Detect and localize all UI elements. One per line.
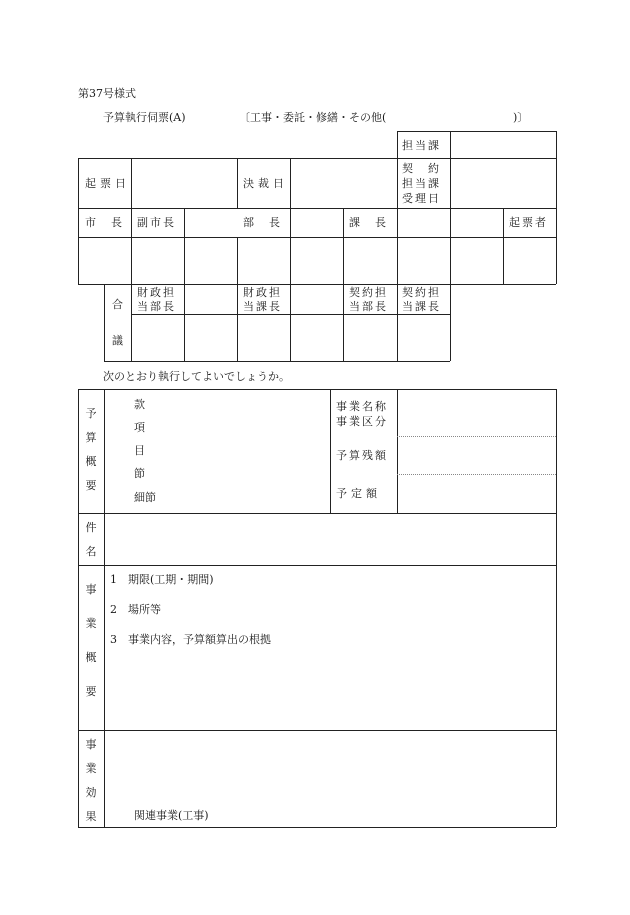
consult-label-1: 合 xyxy=(112,298,123,311)
tantou-ka-label: 担当課 xyxy=(402,139,441,152)
budget-label: 予 算 概 要 xyxy=(85,407,97,492)
zaisei-bu-1: 財政担 xyxy=(137,286,176,299)
kessai-bi-label: 決裁日 xyxy=(243,177,288,190)
keiyaku-label-1: 契 約 xyxy=(402,162,441,175)
kenmei-label: 件 名 xyxy=(85,521,97,558)
question-text: 次のとおり執行してよいでしょうか。 xyxy=(103,370,290,383)
kihyou-bi-label: 起票日 xyxy=(85,177,130,190)
jigyou-kubun-label: 事業区分 xyxy=(336,415,388,428)
overview-item-1: 1 期限(工期・期間) xyxy=(110,573,214,586)
zaisei-ka-1: 財政担 xyxy=(243,286,282,299)
approval-fuku-shichou: 副市長 xyxy=(137,216,176,229)
keiyaku-bu-2: 当部長 xyxy=(349,300,388,313)
form-title: 予算執行伺票(A) xyxy=(103,111,186,124)
budget-saisetsu: 細節 xyxy=(134,491,156,504)
yotei-gaku-label: 予定額 xyxy=(336,487,381,500)
effect-label: 事 業 効 果 xyxy=(85,738,97,823)
keiyaku-label-2: 担当課 xyxy=(402,177,441,190)
keiyaku-bu-1: 契約担 xyxy=(349,286,388,299)
overview-label: 事 業 概 要 xyxy=(85,583,97,698)
overview-item-3: 3 事業内容，予算額算出の根拠 xyxy=(110,633,271,646)
budget-setsu: 節 xyxy=(134,467,145,480)
budget-moku: 目 xyxy=(134,444,145,457)
approval-kachou: 課 長 xyxy=(349,216,388,229)
zaisei-ka-2: 当課長 xyxy=(243,300,282,313)
jigyou-meishou-label: 事業名称 xyxy=(336,400,388,413)
related-project: 関連事業(工事) xyxy=(134,809,209,822)
category-text: 〔工事・委託・修繕・その他( xyxy=(239,111,387,124)
approval-shichou: 市 長 xyxy=(85,216,124,229)
keiyaku-label-3: 受理日 xyxy=(402,192,441,205)
form-number: 第37号様式 xyxy=(78,87,136,100)
budget-kan: 款 xyxy=(134,398,145,411)
zaisei-bu-2: 当部長 xyxy=(137,300,176,313)
overview-item-2: 2 場所等 xyxy=(110,603,161,616)
budget-kou: 項 xyxy=(134,421,145,434)
category-close: )〕 xyxy=(513,111,529,124)
consult-label-2: 議 xyxy=(112,334,123,347)
approval-buchou: 部 長 xyxy=(243,216,282,229)
keiyaku-ka-2: 当課長 xyxy=(402,300,441,313)
keiyaku-ka-1: 契約担 xyxy=(402,286,441,299)
yosan-zangaku-label: 予算残額 xyxy=(336,449,388,462)
approval-kihyousha: 起票者 xyxy=(509,216,548,229)
